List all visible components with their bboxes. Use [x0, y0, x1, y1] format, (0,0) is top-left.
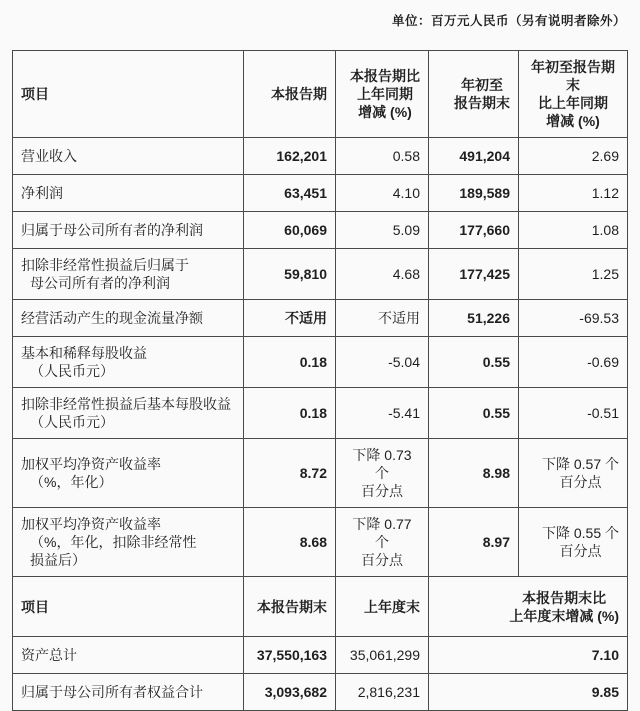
current-period-cell: [244, 175, 336, 212]
ytd-change-cell-text: [542, 524, 619, 560]
section1-header-row: [13, 51, 628, 138]
current-change-cell: [336, 249, 429, 300]
header-ytd-line: 年初至: [461, 77, 503, 93]
header2-prior-year-end: [336, 577, 429, 637]
current-change-cell-line: -5.04: [388, 354, 420, 370]
period-end-cell-line: 3,093,682: [264, 684, 327, 700]
prior-year-end-cell-line: 2,816,231: [357, 684, 420, 700]
item-cell: [13, 674, 244, 711]
header2-change: [429, 577, 628, 637]
table-row: [13, 249, 628, 300]
table-row: [13, 674, 628, 711]
current-change-cell: [336, 439, 429, 508]
unit-note: 单位：百万元人民币（另有说明者除外）: [391, 14, 626, 28]
current-period-cell: [244, 138, 336, 175]
current-change-cell-line: 百分点: [361, 483, 403, 499]
header-ytd: [429, 51, 519, 138]
ytd-change-cell-text: [542, 455, 619, 491]
current-change-cell: [336, 138, 429, 175]
period-end-cell: [244, 674, 336, 711]
current-change-cell-line: 4.68: [392, 266, 420, 282]
current-change-cell: [336, 212, 429, 249]
header-ytd-change-line: 比上年同期: [538, 95, 608, 111]
current-change-cell-text: [393, 184, 420, 202]
current-change-cell-text: [344, 515, 420, 569]
ytd-change-cell-line: 百分点: [559, 543, 602, 559]
current-change-cell-text: [344, 446, 420, 500]
current-change-cell-text: [393, 221, 420, 239]
table-row: [13, 388, 628, 439]
item-cell-line: 损益后）: [30, 552, 86, 568]
table-row: [13, 337, 628, 388]
current-change-cell-text: [388, 353, 420, 371]
item-cell-line: （人民币元）: [30, 414, 114, 430]
item-cell-line: （人民币元）: [30, 363, 114, 379]
current-change-cell: [336, 337, 429, 388]
period-change-cell-line: 9.85: [591, 684, 619, 700]
ytd-change-cell: [519, 138, 628, 175]
ytd-cell: [429, 300, 519, 337]
item-cell: [13, 249, 244, 300]
current-period-cell-text: [285, 309, 327, 327]
current-period-cell: [244, 337, 336, 388]
current-change-cell-line: 不适用: [378, 310, 420, 326]
ytd-cell: [429, 439, 519, 508]
ytd-cell: [429, 175, 519, 212]
item-cell-line: 经营活动产生的现金流量净额: [21, 310, 203, 326]
current-period-cell-text: [300, 533, 327, 551]
current-period-cell-text: [284, 265, 327, 283]
item-cell-line: 归属于母公司所有者的净利润: [21, 222, 203, 238]
item-cell: [13, 508, 244, 577]
table-row: [13, 138, 628, 175]
ytd-change-cell-line: 2.69: [591, 148, 619, 164]
current-change-cell: [336, 300, 429, 337]
ytd-cell: [429, 388, 519, 439]
item-cell: [13, 300, 244, 337]
ytd-cell: [429, 337, 519, 388]
current-period-cell-line: 8.68: [299, 534, 327, 550]
item-cell-line: 归属于母公司所有者权益合计: [21, 684, 203, 700]
header2-period-end: [244, 577, 336, 637]
current-period-cell-line: 8.72: [299, 465, 327, 481]
item-cell-line: 资产总计: [21, 647, 77, 663]
header-ytd-line: 报告期末: [454, 95, 510, 111]
ytd-change-cell: [519, 300, 628, 337]
financial-table: [12, 50, 628, 711]
item-cell-line: 基本和稀释每股收益: [21, 345, 147, 361]
ytd-cell-text: [459, 265, 510, 283]
header2-change-line: 上年度末增减 (%): [509, 607, 619, 624]
current-period-cell-line: 0.18: [299, 354, 327, 370]
item-cell-line: 扣除非经常性损益后归属于: [21, 257, 189, 273]
ytd-change-cell: [519, 508, 628, 577]
ytd-cell-text: [467, 309, 510, 327]
item-cell: [13, 439, 244, 508]
ytd-change-cell: [519, 388, 628, 439]
current-change-cell: [336, 388, 429, 439]
current-change-cell-line: 下降 0.73 个: [352, 447, 412, 481]
ytd-change-cell-text: [592, 265, 619, 283]
header-ytd-change-line: 增减 (%): [546, 113, 600, 129]
section2-header-row: [13, 577, 628, 637]
ytd-change-cell-text: [592, 221, 619, 239]
current-change-cell-text: [378, 309, 420, 327]
header-current-period: [244, 51, 336, 138]
prior-year-end-cell: [336, 674, 429, 711]
item-cell-line: 母公司所有者的净利润: [30, 275, 170, 291]
header2-item-line: 项目: [21, 598, 49, 615]
ytd-change-cell: [519, 439, 628, 508]
current-change-cell-text: [393, 265, 420, 283]
period-end-cell-text: [265, 683, 327, 701]
ytd-change-cell: [519, 212, 628, 249]
item-cell-line: 净利润: [21, 185, 63, 201]
ytd-change-cell-text: [592, 147, 619, 165]
ytd-cell-text: [483, 353, 510, 371]
current-period-cell-line: 63,451: [284, 185, 327, 201]
ytd-cell-line: 51,226: [467, 310, 510, 326]
item-cell: [13, 637, 244, 674]
current-period-cell-line: 不适用: [285, 310, 327, 326]
header-current-period-line: 本报告期: [271, 86, 327, 102]
ytd-change-cell-line: -69.53: [579, 310, 619, 326]
current-period-cell-line: 0.18: [299, 405, 327, 421]
ytd-cell-text: [459, 147, 510, 165]
period-change-cell: [429, 674, 628, 711]
ytd-change-cell-line: 下降 0.57 个: [541, 456, 619, 472]
table-row: [13, 212, 628, 249]
item-cell-line: 营业收入: [21, 148, 77, 164]
header2-period-end-text: [257, 598, 327, 616]
item-cell: [13, 138, 244, 175]
header-item: [13, 51, 244, 138]
ytd-change-cell-text: [592, 184, 619, 202]
ytd-change-cell: [519, 337, 628, 388]
period-end-cell-text: [257, 646, 327, 664]
period-end-cell: [244, 637, 336, 674]
current-period-cell-line: 162,201: [276, 148, 327, 164]
ytd-cell-text: [459, 184, 510, 202]
current-period-cell: [244, 439, 336, 508]
prior-year-end-cell-line: 35,061,299: [349, 647, 420, 663]
ytd-cell-line: 0.55: [482, 405, 510, 421]
current-period-cell: [244, 212, 336, 249]
current-change-cell-line: 0.58: [392, 148, 420, 164]
table-row: [13, 175, 628, 212]
item-cell-line: 扣除非经常性损益后基本每股收益: [21, 396, 231, 412]
item-cell-line: 加权平均净资产收益率: [21, 516, 161, 532]
ytd-cell: [429, 212, 519, 249]
ytd-change-cell-line: 百分点: [559, 474, 602, 490]
header-current-change-text: [350, 67, 420, 121]
current-change-cell-line: -5.41: [388, 405, 420, 421]
ytd-change-cell-line: 1.25: [591, 266, 619, 282]
current-change-cell-line: 下降 0.77 个: [352, 516, 412, 550]
financial-table-body: [13, 51, 628, 711]
current-period-cell-text: [284, 184, 327, 202]
ytd-change-cell-line: 1.12: [591, 185, 619, 201]
table-row: [13, 508, 628, 577]
period-end-cell-line: 37,550,163: [256, 647, 327, 663]
current-period-cell: [244, 508, 336, 577]
period-change-cell-text: [592, 683, 619, 701]
header-current-change: [336, 51, 429, 138]
current-period-cell-text: [300, 404, 327, 422]
current-change-cell: [336, 508, 429, 577]
header-ytd-change-text: [527, 58, 619, 130]
prior-year-end-cell: [336, 637, 429, 674]
ytd-change-cell: [519, 175, 628, 212]
current-period-cell-line: 60,069: [284, 222, 327, 238]
current-period-cell-text: [300, 464, 327, 482]
ytd-change-cell-line: -0.69: [587, 354, 619, 370]
header-current-change-line: 增减 (%): [358, 104, 412, 120]
ytd-change-cell-line: 下降 0.55 个: [541, 525, 619, 541]
ytd-change-cell: [519, 249, 628, 300]
period-change-cell-text: [592, 646, 619, 664]
prior-year-end-cell-text: [358, 683, 420, 701]
item-cell: [13, 337, 244, 388]
header2-prior-year-end-line: 上年度末: [364, 598, 420, 615]
header2-period-end-line: 本报告期末: [257, 598, 327, 615]
header2-change-line: 本报告期末比: [522, 589, 607, 606]
ytd-cell: [429, 249, 519, 300]
current-change-cell-line: 百分点: [361, 552, 403, 568]
table-row: [13, 439, 628, 508]
header-ytd-change: [519, 51, 628, 138]
current-change-cell-text: [388, 404, 420, 422]
current-period-cell-text: [284, 221, 327, 239]
current-change-cell-line: 4.10: [392, 185, 420, 201]
header-item-line: 项目: [21, 86, 49, 102]
ytd-cell-line: 177,660: [459, 222, 510, 238]
ytd-cell-text: [483, 464, 510, 482]
item-cell: [13, 212, 244, 249]
table-row: [13, 637, 628, 674]
ytd-change-cell-text: [579, 309, 619, 327]
header-current-change-line: 上年同期: [357, 86, 413, 102]
header2-item: [13, 577, 244, 637]
current-period-cell-text: [276, 147, 327, 165]
ytd-cell: [429, 508, 519, 577]
ytd-cell: [429, 138, 519, 175]
item-cell: [13, 388, 244, 439]
current-period-cell: [244, 300, 336, 337]
ytd-cell-line: 8.97: [482, 534, 510, 550]
item-cell-line: 加权平均净资产收益率: [21, 456, 161, 472]
current-period-cell: [244, 388, 336, 439]
item-cell-line: （%，年化）: [30, 474, 113, 490]
table-row: [13, 300, 628, 337]
header-ytd-change-line: 年初至报告期末: [531, 59, 615, 93]
current-change-cell: [336, 175, 429, 212]
item-cell: [13, 175, 244, 212]
header-ytd-text: [454, 76, 510, 112]
ytd-change-cell-text: [587, 353, 619, 371]
ytd-cell-text: [483, 404, 510, 422]
item-cell-line: （%，年化，扣除非经常性: [30, 534, 197, 550]
ytd-cell-line: 189,589: [459, 185, 510, 201]
current-change-cell-line: 5.09: [392, 222, 420, 238]
ytd-change-cell-text: [587, 404, 619, 422]
period-change-cell: [429, 637, 628, 674]
ytd-cell-line: 177,425: [459, 266, 510, 282]
ytd-cell-text: [483, 533, 510, 551]
ytd-cell-line: 8.98: [482, 465, 510, 481]
header2-change-text: [509, 589, 619, 625]
period-change-cell-line: 7.10: [591, 647, 619, 663]
header-current-change-line: 本报告期比: [350, 68, 420, 84]
ytd-cell-line: 491,204: [459, 148, 510, 164]
header2-prior-year-end-text: [364, 598, 420, 616]
current-change-cell-text: [393, 147, 420, 165]
prior-year-end-cell-text: [350, 646, 420, 664]
current-period-cell-text: [300, 353, 327, 371]
ytd-cell-text: [459, 221, 510, 239]
current-period-cell: [244, 249, 336, 300]
header-current-period-text: [271, 85, 327, 103]
current-period-cell-line: 59,810: [284, 266, 327, 282]
ytd-cell-line: 0.55: [482, 354, 510, 370]
ytd-change-cell-line: 1.08: [591, 222, 619, 238]
ytd-change-cell-line: -0.51: [587, 405, 619, 421]
